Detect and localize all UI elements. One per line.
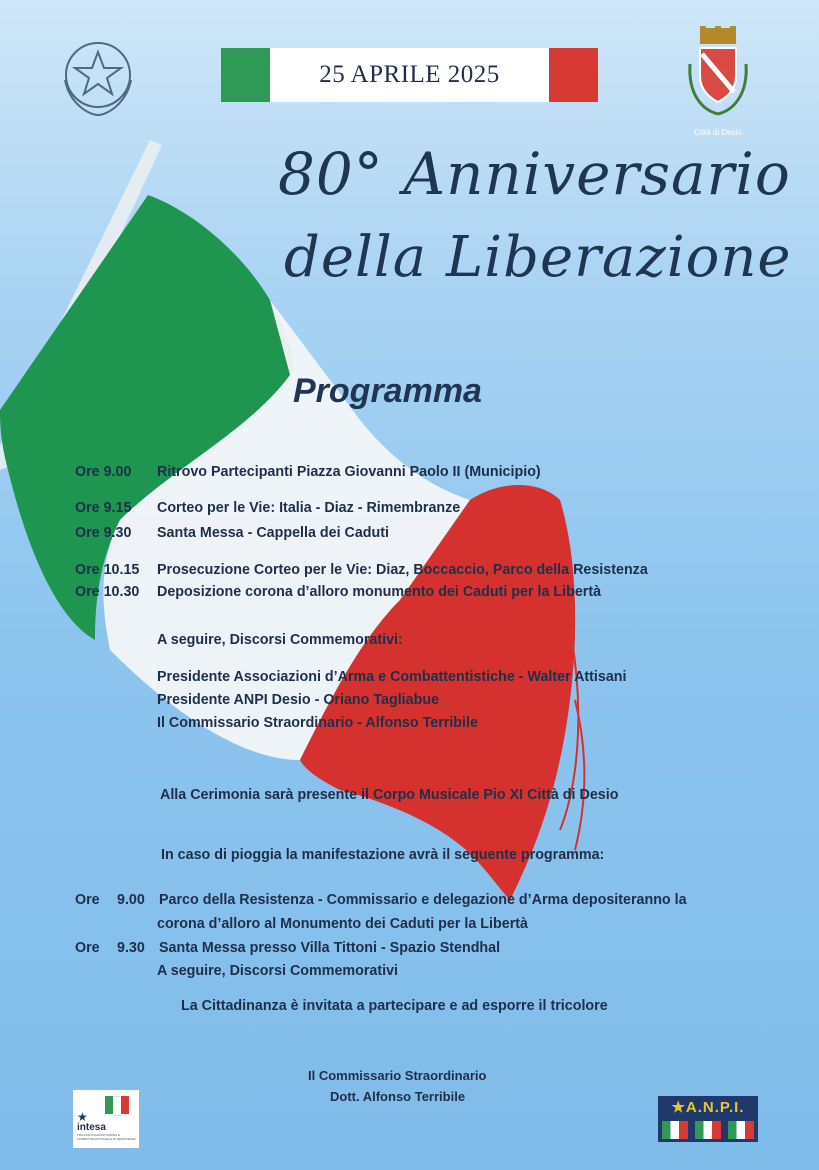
city-label: Città di Desio bbox=[694, 128, 742, 137]
pioggia-time: 9.30 bbox=[117, 940, 145, 956]
schedule-item bbox=[75, 562, 648, 578]
republic-emblem-icon bbox=[55, 30, 141, 120]
pioggia-text: Parco della Resistenza - Commissario e delegazione d’Arma depositeranno la bbox=[159, 892, 687, 908]
pioggia-text: Santa Messa presso Villa Tittoni - Spazio Stendhal bbox=[159, 940, 501, 956]
speaker-line: Presidente ANPI Desio - Oriano Tagliabue bbox=[157, 692, 440, 708]
anpi-flags bbox=[658, 1118, 758, 1142]
invito-text: La Cittadinanza è invitata a partecipare e ad esporre il tricolore bbox=[181, 998, 608, 1014]
programma-heading: Programma bbox=[293, 372, 482, 410]
intesa-subtitle: TRA ASSOCIAZIONI D'ARMA E COMBATTENTISTICHE E DI RESISTENZA bbox=[77, 1133, 136, 1141]
discorsi-heading: A seguire, Discorsi Commemorativi: bbox=[157, 632, 403, 648]
cerimonia-note: Alla Cerimonia sarà presente il Corpo Musicale Pio XI Città di Desio bbox=[160, 787, 619, 803]
schedule-time: Ore 9.15 bbox=[75, 500, 132, 516]
date-banner bbox=[221, 48, 598, 102]
schedule-text: Deposizione corona d’alloro monumento dei Caduti per la Libertà bbox=[157, 584, 602, 600]
title-line-1: 80° Anniversario bbox=[278, 140, 791, 208]
pioggia-item bbox=[75, 940, 500, 956]
schedule-item bbox=[75, 584, 601, 600]
schedule-text: Corteo per le Vie: Italia - Diaz - Rimembranze bbox=[157, 500, 461, 516]
schedule-text: Prosecuzione Corteo per le Vie: Diaz, Boccaccio, Parco della Resistenza bbox=[157, 562, 648, 578]
schedule-item bbox=[75, 500, 460, 516]
schedule-time: Ore 9.00 bbox=[75, 464, 132, 480]
pioggia-time-label: Ore bbox=[75, 940, 100, 956]
pioggia-time-label: Ore bbox=[75, 892, 100, 908]
pioggia-text-cont: corona d’alloro al Monumento dei Caduti per la Libertà bbox=[157, 916, 528, 932]
schedule-time: Ore 10.30 bbox=[75, 584, 140, 600]
schedule-text: Ritrovo Partecipanti Piazza Giovanni Paolo II (Municipio) bbox=[157, 464, 541, 480]
signature-name: Dott. Alfonso Terribile bbox=[330, 1089, 466, 1104]
pioggia-time: 9.00 bbox=[117, 892, 145, 908]
schedule-time: Ore 9.30 bbox=[75, 525, 132, 541]
pioggia-heading: In caso di pioggia la manifestazione avrà il seguente programma: bbox=[161, 847, 605, 863]
schedule-item bbox=[75, 525, 389, 541]
desio-coat-of-arms-icon bbox=[682, 24, 754, 124]
schedule-text: Santa Messa - Cappella dei Caduti bbox=[157, 525, 389, 541]
anpi-logo bbox=[658, 1096, 758, 1142]
banner-green bbox=[221, 48, 270, 102]
banner-white bbox=[270, 48, 549, 102]
pioggia-item bbox=[75, 892, 687, 908]
event-date: 25 APRILE 2025 bbox=[319, 61, 500, 88]
signature-role: Il Commissario Straordinario bbox=[308, 1068, 487, 1083]
intesa-name: intesa bbox=[77, 1122, 106, 1133]
intesa-logo bbox=[73, 1090, 139, 1148]
anpi-text: ★A.N.P.I. bbox=[671, 1099, 745, 1116]
schedule-item bbox=[75, 464, 541, 480]
banner-red bbox=[549, 48, 598, 102]
speaker-line: Il Commissario Straordinario - Alfonso Terribile bbox=[157, 715, 478, 731]
pioggia-text-cont: A seguire, Discorsi Commemorativi bbox=[157, 963, 399, 979]
title-line-2: della Liberazione bbox=[284, 225, 792, 290]
star-icon: ★ bbox=[77, 1110, 88, 1124]
speaker-line: Presidente Associazioni d’Arma e Combattentistiche - Walter Attisani bbox=[157, 669, 627, 685]
schedule-time: Ore 10.15 bbox=[75, 562, 140, 578]
